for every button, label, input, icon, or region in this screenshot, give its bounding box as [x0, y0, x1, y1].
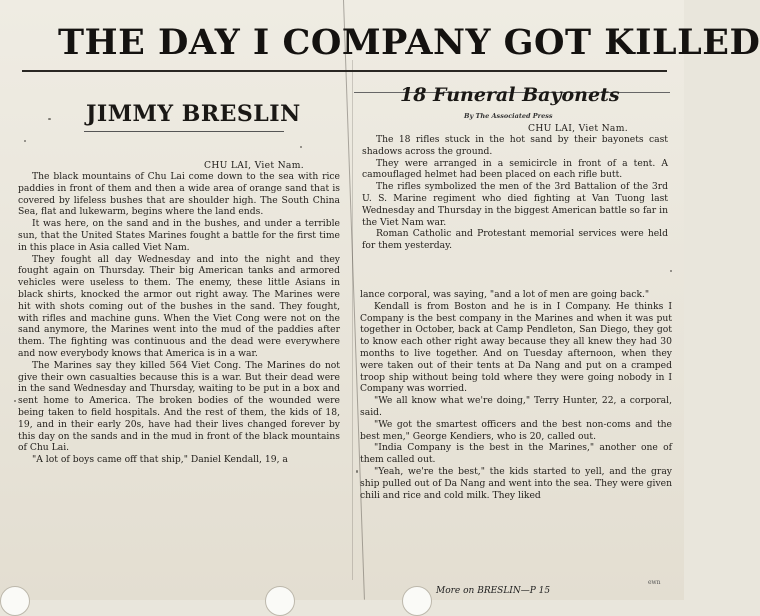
- ink-speck: [356, 470, 358, 473]
- byline: JIMMY BRESLIN: [86, 101, 301, 127]
- binder-hole: [265, 586, 295, 616]
- ap-headline: 18 Funeral Bayonets: [400, 84, 620, 106]
- right-paragraph: Kendall is from Boston and he is in I Company. He thinks I Company is the best company in the Marines and when it was put together in October, back at Camp Pendleton, San Diego, they got to know each other right away because they all knew they had 30 months to live together. And on Tuesday afternoon, when they were taken out of their tents at Da Nang and put on a cramped troop ship without being told where they were going nobody in I Company was worried.: [360, 300, 672, 395]
- ap-paragraph: Roman Catholic and Protestant memorial services were held for them yesterday.: [362, 228, 668, 252]
- right-paragraph: "India Company is the best in the Marines," another one of them called out.: [360, 442, 672, 466]
- left-paragraph: The Marines say they killed 564 Viet Cong. The Marines do not give their own casualties because this is a war. But their dead were in the sand Wednesday and Thursday, waiting to be put in a box and sent home to America. The broken bodies of the wounded were being taken to field hospitals. And the rest of them, the kids of 18, 19, and in their early 20s, have had their lives changed forever by this day on the sands and in the mud in front of the black mountains of Chu Lai.: [18, 359, 340, 454]
- ap-paragraph: They were arranged in a semicircle in front of a tent. A camouflaged helmet had been placed on each rifle butt.: [362, 157, 668, 181]
- fold-crease: [352, 60, 353, 580]
- left-paragraph: They fought all day Wednesday and into the night and they fought again on Thursday. Their big American tanks and armored vehicles were useless to them. The enemy, these little Asians in black shirts, knocked the armor out right away. The Marines were hit with shots coming out of the bushes in the sand. They fought, with rifles and machine guns. When the Viet Cong were not on the sand anymore, the Marines went into the mud of the paddies after them. The fighting was continuous and the dead were everywhere and now everybody knows that America is in a war.: [18, 253, 340, 359]
- continuation-line: More on BRESLIN—P 15: [436, 586, 551, 596]
- left-paragraph: It was here, on the sand and in the bushes, and under a terrible sun, that the United States Marines fought a battle for the first time in this place in Asia called Viet Nam.: [18, 218, 340, 253]
- corner-mark: ewn: [648, 579, 661, 586]
- headline: THE DAY I COMPANY GOT KILLED: [58, 22, 760, 63]
- ap-paragraph: The 18 rifles stuck in the hot sand by their bayonets cast shadows across the ground.: [362, 134, 668, 157]
- right-paragraph: "We all know what we're doing," Terry Hunter, 22, a corporal, said.: [360, 395, 672, 418]
- right-paragraph: "Yeah, we're the best," the kids started to yell, and the gray ship pulled out of Da Nang and went into the sea. They were given chili and rice and cold milk. They liked: [360, 465, 672, 501]
- ink-speck: [14, 400, 16, 402]
- right-paragraph: lance corporal, was saying, "and a lot of men are going back.": [360, 289, 650, 300]
- ink-speck: [300, 146, 302, 148]
- ink-speck: [670, 270, 672, 272]
- right-column: [360, 289, 672, 501]
- ap-story-column: [362, 134, 668, 252]
- ink-speck: [24, 140, 26, 142]
- right-paragraph: "We got the smartest officers and the best non-coms and the best men," George Kendiers, who is 20, called out.: [360, 418, 672, 442]
- left-paragraph: The black mountains of Chu Lai come down to the sea with rice paddies in front of them and then a wide area of orange sand that is covered by lifeless bushes that are shoulder high. The South China Sea, flat and lukewarm, begins where the land ends.: [18, 171, 340, 218]
- dateline: CHU LAI, Viet Nam.: [204, 160, 304, 171]
- binder-hole: [0, 586, 30, 616]
- ink-speck: [48, 118, 51, 120]
- binder-hole: [402, 586, 432, 616]
- ap-credit: By The Associated Press: [464, 112, 553, 120]
- ap-paragraph: The rifles symbolized the men of the 3rd Battalion of the 3rd U. S. Marine regiment who died fighting at Van Tuong last Wednesday and Thursday in the biggest American battle so far in the Viet Nam war.: [362, 181, 668, 228]
- ap-dateline: CHU LAI, Viet Nam.: [528, 123, 628, 134]
- left-column: [18, 171, 340, 466]
- left-paragraph: "A lot of boys came off that ship," Daniel Kendall, 19, a: [32, 454, 288, 466]
- byline-rule: [84, 131, 284, 132]
